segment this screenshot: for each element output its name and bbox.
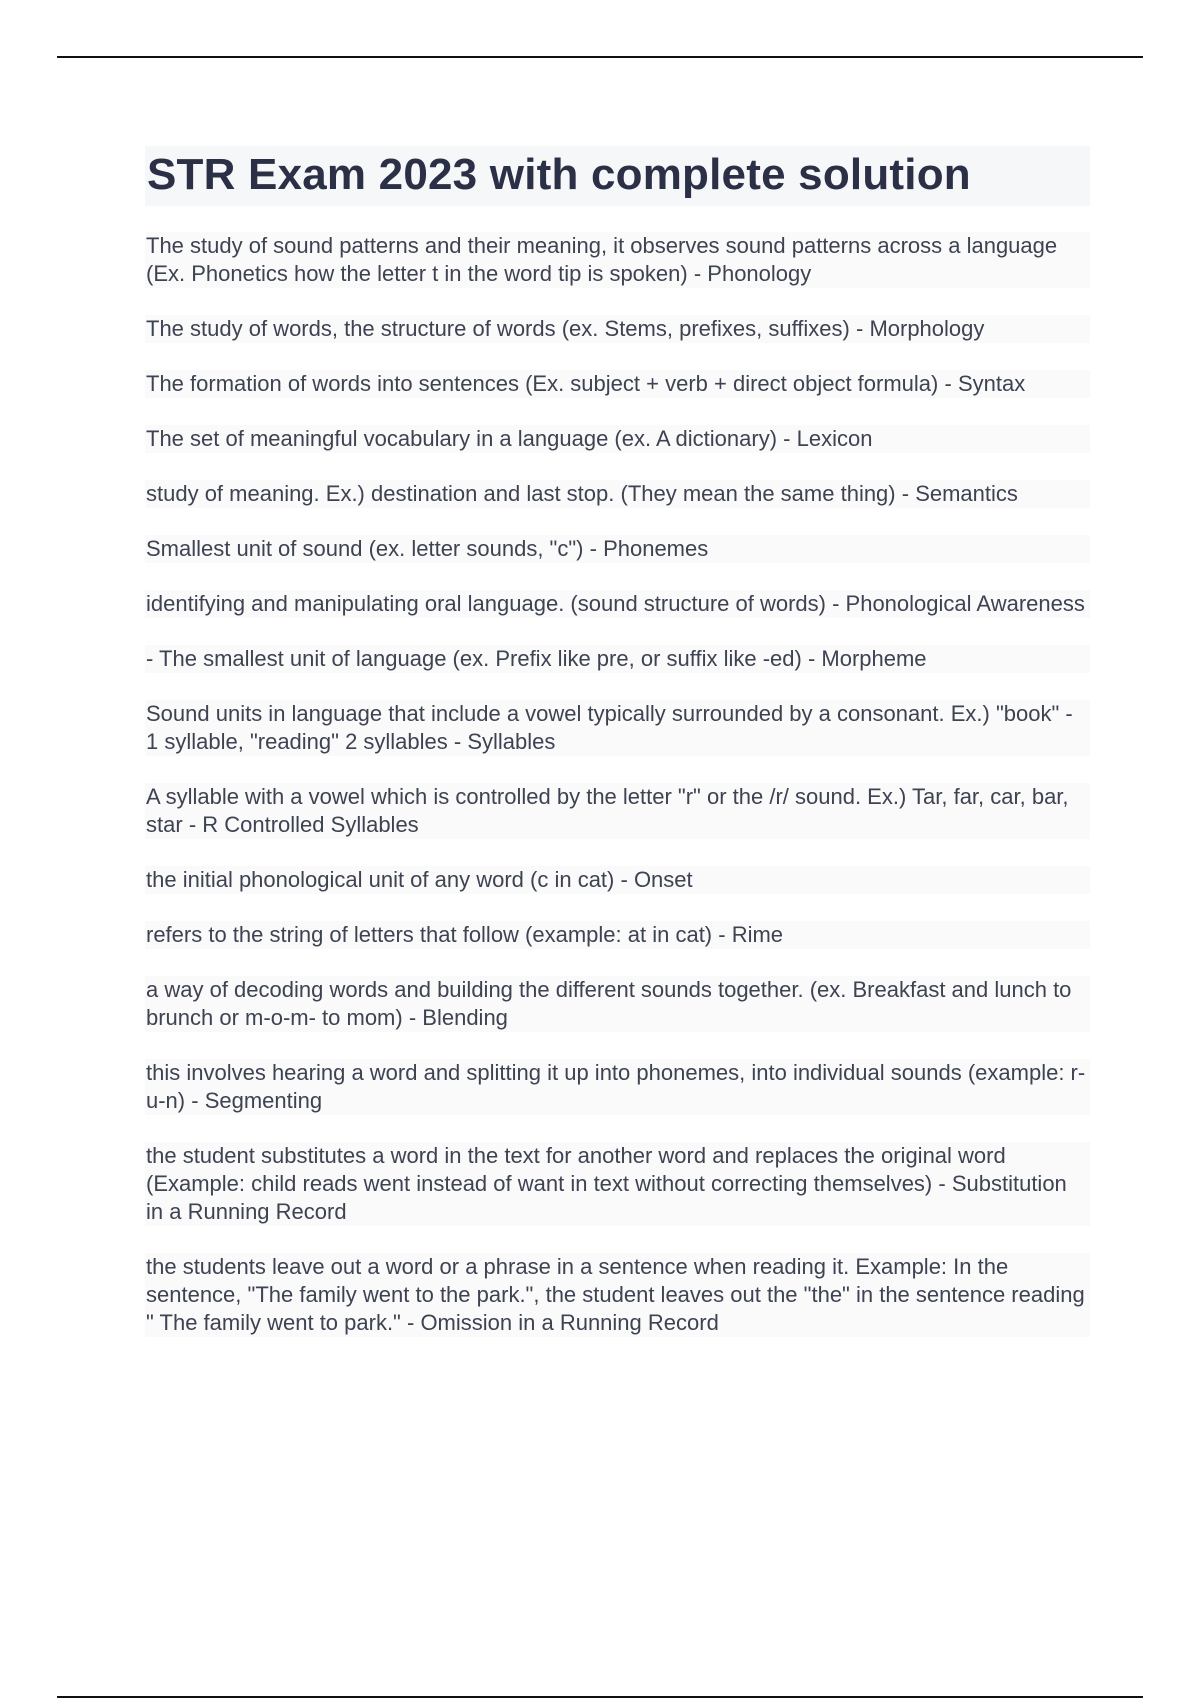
flashcard-entry bbox=[145, 590, 1090, 618]
flashcard-entry bbox=[145, 1059, 1090, 1115]
flashcard-answer: - Onset bbox=[620, 867, 693, 892]
flashcard-entry bbox=[145, 1253, 1090, 1337]
flashcard-answer: - Phonemes bbox=[589, 536, 709, 561]
flashcard-question: the students leave out a word or a phrase in a sentence when reading it. Example: In the sentence, "The family went to the park.", the student leaves out the "the" in the sentence reading " The family went to park." bbox=[146, 1254, 1085, 1335]
flashcard-entry bbox=[145, 645, 1090, 673]
flashcard-question: Sound units in language that include a vowel typically surrounded by a consonant. Ex.) "book" - 1 syllable, "reading" 2 syllables bbox=[146, 701, 1073, 754]
flashcard-answer: - Phonology bbox=[693, 261, 812, 286]
flashcard-answer: - Semantics bbox=[901, 481, 1018, 506]
flashcard-question: study of meaning. Ex.) destination and last stop. (They mean the same thing) bbox=[146, 481, 896, 506]
flashcard-answer: - Blending bbox=[408, 1005, 508, 1030]
flashcard-entry bbox=[145, 370, 1090, 398]
flashcard-answer: - Omission in a Running Record bbox=[407, 1310, 719, 1335]
flashcard-question: The study of words, the structure of words (ex. Stems, prefixes, suffixes) bbox=[146, 316, 850, 341]
top-rule bbox=[57, 56, 1143, 58]
flashcard-entry bbox=[145, 700, 1090, 756]
flashcard-question: the initial phonological unit of any word (c in cat) bbox=[146, 867, 615, 892]
flashcard-list bbox=[145, 232, 1090, 1337]
flashcard-question: this involves hearing a word and splitting it up into phonemes, into individual sounds (example: r-u-n) bbox=[146, 1060, 1086, 1113]
flashcard-answer: - Morpheme bbox=[807, 646, 927, 671]
flashcard-entry bbox=[145, 232, 1090, 288]
flashcard-question: The formation of words into sentences (Ex. subject + verb + direct object formula) bbox=[146, 371, 939, 396]
flashcard-question: A syllable with a vowel which is controlled by the letter "r" or the /r/ sound. Ex.) Tar, far, car, bar, star bbox=[146, 784, 1069, 837]
flashcard-entry bbox=[145, 976, 1090, 1032]
flashcard-entry bbox=[145, 921, 1090, 949]
flashcard-entry bbox=[145, 535, 1090, 563]
flashcard-question: The study of sound patterns and their meaning, it observes sound patterns across a language (Ex. Phonetics how the letter t in the word tip is spoken) bbox=[146, 233, 1058, 286]
flashcard-answer: - Lexicon bbox=[783, 426, 873, 451]
title-block bbox=[145, 146, 1090, 206]
flashcard-entry bbox=[145, 783, 1090, 839]
document-title: STR Exam 2023 with complete solution bbox=[147, 150, 971, 199]
flashcard-question: The set of meaningful vocabulary in a language (ex. A dictionary) bbox=[146, 426, 778, 451]
flashcard-answer: - Segmenting bbox=[191, 1088, 323, 1113]
flashcard-question: identifying and manipulating oral language. (sound structure of words) bbox=[146, 591, 826, 616]
flashcard-entry bbox=[145, 866, 1090, 894]
flashcard-question: the student substitutes a word in the text for another word and replaces the original word (Example: child reads went instead of want in text without correcting themselves) bbox=[146, 1143, 1006, 1196]
flashcard-answer: - Syntax bbox=[944, 371, 1026, 396]
document-body bbox=[145, 146, 1090, 1364]
flashcard-question: Smallest unit of sound (ex. letter sounds, "c") bbox=[146, 536, 584, 561]
flashcard-entry bbox=[145, 315, 1090, 343]
flashcard-answer: - Rime bbox=[718, 922, 784, 947]
flashcard-question: a way of decoding words and building the different sounds together. (ex. Breakfast and lunch to brunch or m-o-m- to mom) bbox=[146, 977, 1072, 1030]
flashcard-answer: - Phonological Awareness bbox=[832, 591, 1085, 616]
flashcard-answer: - R Controlled Syllables bbox=[188, 812, 419, 837]
flashcard-entry bbox=[145, 480, 1090, 508]
flashcard-answer: - Syllables bbox=[453, 729, 556, 754]
flashcard-entry bbox=[145, 425, 1090, 453]
bottom-rule bbox=[57, 1696, 1143, 1698]
flashcard-question: refers to the string of letters that follow (example: at in cat) bbox=[146, 922, 713, 947]
flashcard-answer: - Morphology bbox=[856, 316, 985, 341]
flashcard-answer: - Substitution in a Running Record bbox=[146, 1171, 1067, 1224]
flashcard-entry bbox=[145, 1142, 1090, 1226]
flashcard-question: - The smallest unit of language (ex. Prefix like pre, or suffix like -ed) bbox=[146, 646, 802, 671]
